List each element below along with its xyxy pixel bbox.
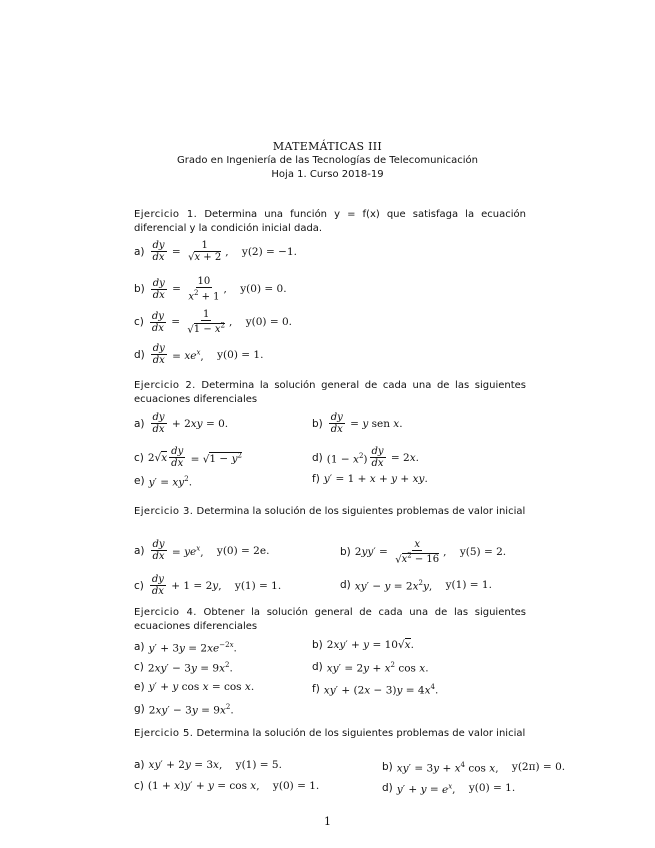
exercise-1-item-c: c) $\frac{dy}{dx}$ = $\frac{1}{√1 - x^2}$ , y(0) = 0.: [134, 309, 293, 336]
item-label: c): [134, 316, 144, 329]
item-label: e): [134, 681, 145, 693]
item-label: d): [312, 660, 323, 673]
exercise-2-statement: [134, 379, 526, 407]
initial-condition: y(5) = 2.: [459, 546, 507, 559]
exercise-1-heading: Ejercicio 1.: [134, 209, 198, 220]
exercise-4-item-e: e) y′ + y cos x = cos x.: [134, 681, 255, 693]
exercise-5-item-a: a) xy′ + 2y = 3x, y(1) = 5.: [134, 759, 282, 771]
initial-condition: y(0) = 0.: [245, 316, 293, 329]
initial-condition: y(1) = 5.: [235, 759, 282, 771]
item-label: d): [340, 578, 351, 591]
exercise-3-item-d: d) $xy' - y = 2x^2y$, y(1) = 1.: [340, 578, 492, 593]
exercise-5-text: Determina la solución de los siguientes problemas de valor inicial: [196, 728, 526, 739]
exercise-2-item-f: f) y′ = 1 + x + y + xy.: [312, 473, 428, 485]
exercise-3-text: Determina la solución de los siguientes problemas de valor inicial: [196, 506, 526, 517]
item-label: e): [134, 474, 145, 487]
exercise-3-statement: [134, 505, 526, 519]
exercise-5-statement: [134, 727, 526, 741]
item-label: d): [312, 451, 323, 464]
initial-condition: y(0) = 1.: [468, 781, 516, 794]
exercise-5-heading: Ejercicio 5.: [134, 728, 194, 739]
item-label: a): [134, 417, 145, 430]
document-subtitle: Grado en Ingeniería de las Tecnologías de Telecomunicación: [177, 155, 478, 166]
item-label: a): [134, 759, 145, 771]
exercise-2-heading: Ejercicio 2.: [134, 380, 196, 391]
item-label: c): [134, 579, 144, 592]
exercise-2-item-e: e) $y' = xy^2$.: [134, 474, 193, 489]
initial-condition: y(0) = 2e.: [216, 544, 270, 557]
item-label: d): [382, 781, 393, 794]
item-label: c): [134, 451, 144, 464]
item-label: b): [382, 760, 393, 773]
item-label: c): [134, 780, 144, 792]
exercise-4-item-c: c) $2xy' - 3y = 9x^2$.: [134, 660, 233, 675]
item-label: c): [134, 660, 144, 673]
exercise-1-statement: [134, 208, 526, 236]
exercise-2-text: Determina la solución general de cada una de las siguientes ecuaciones diferenciales: [134, 380, 526, 405]
exercise-3-heading: Ejercicio 3.: [134, 506, 194, 517]
item-label: g): [134, 702, 145, 715]
exercise-3-item-b: b) 2yy′ = $\frac{x}{√x^2 - 16}$ , y(5) = 2.: [340, 539, 507, 566]
exercise-2-item-a: a) $\frac{dy}{dx}$ + 2xy = 0.: [134, 412, 229, 435]
exercise-5-item-b: b) $xy' = 3y + x^4$ cos x, y(2π) = 0.: [382, 760, 566, 775]
exercise-1-item-a: a) $\frac{dy}{dx}$ = $\frac{1}{√x + 2}$ , y(2) = −1.: [134, 240, 298, 263]
item-label: d): [134, 348, 145, 361]
exercise-4-statement: [134, 606, 526, 634]
item-label: f): [312, 473, 320, 485]
page-number: 1: [324, 815, 331, 828]
initial-condition: y(0) = 1.: [272, 780, 320, 792]
exercise-1-item-b: b) $\frac{dy}{dx}$ = $\frac{10}{x^2 + 1}$ , y(0) = 0.: [134, 276, 287, 303]
exercise-1-text: Determina una función y = f(x) que satisfaga la ecuación diferencial y la condición inicial dada.: [134, 209, 526, 234]
item-label: a): [134, 245, 145, 258]
item-label: f): [312, 682, 320, 695]
sheet-info: Hoja 1. Curso 2018-19: [271, 169, 384, 180]
exercise-4-item-g: g) $2xy' - 3y = 9x^2$.: [134, 702, 234, 717]
item-label: b): [312, 639, 323, 651]
exercise-4-item-f: f) $xy' + (2x - 3)y = 4x^4$.: [312, 682, 439, 697]
exercise-4-item-d: d) $xy' = 2y + x^2$ cos x.: [312, 660, 429, 675]
exercise-3-item-c: c) $\frac{dy}{dx}$ + 1 = 2y, y(1) = 1.: [134, 574, 282, 597]
initial-condition: y(0) = 1.: [217, 348, 264, 361]
exercise-2-item-b: b) $\frac{dy}{dx}$ = y sen x.: [312, 412, 403, 435]
exercise-4-item-b: b) 2xy′ + y = 10√x.: [312, 639, 414, 651]
exercise-2-item-c: c) 2√x $\frac{dy}{dx}$ = $√1 - y^2$: [134, 446, 242, 469]
initial-condition: y(1) = 1.: [234, 579, 282, 592]
exercise-3-item-a: a) $\frac{dy}{dx}$ = $ye^x$, y(0) = 2e.: [134, 539, 270, 562]
exercise-4-heading: Ejercicio 4.: [134, 607, 197, 618]
exercise-4-item-a: a) $y' + 3y = 2xe^{-2x}$.: [134, 640, 237, 655]
initial-condition: y(2π) = 0.: [511, 760, 566, 773]
initial-condition: y(0) = 0.: [240, 283, 287, 296]
item-label: b): [134, 283, 145, 296]
exercise-5-item-c: c) (1 + x)y′ + y = cos x, y(0) = 1.: [134, 780, 320, 792]
exercise-4-text: Obtener la solución general de cada una de las siguientes ecuaciones diferenciales: [134, 607, 526, 632]
exercise-2-item-d: d) $(1 - x^2)$ $\frac{dy}{dx}$ = 2x.: [312, 446, 419, 469]
initial-condition: y(1) = 1.: [445, 578, 492, 591]
document-title: MATEMÁTICAS III: [272, 140, 383, 153]
initial-condition: y(2) = −1.: [241, 245, 298, 258]
item-label: b): [340, 546, 351, 559]
exercise-5-item-d: d) $y' + y = e^x$, y(0) = 1.: [382, 781, 516, 796]
item-label: b): [312, 417, 323, 430]
item-label: a): [134, 640, 145, 653]
item-label: a): [134, 544, 145, 557]
exercise-1-item-d: d) $\frac{dy}{dx}$ = $xe^x$, y(0) = 1.: [134, 343, 264, 366]
